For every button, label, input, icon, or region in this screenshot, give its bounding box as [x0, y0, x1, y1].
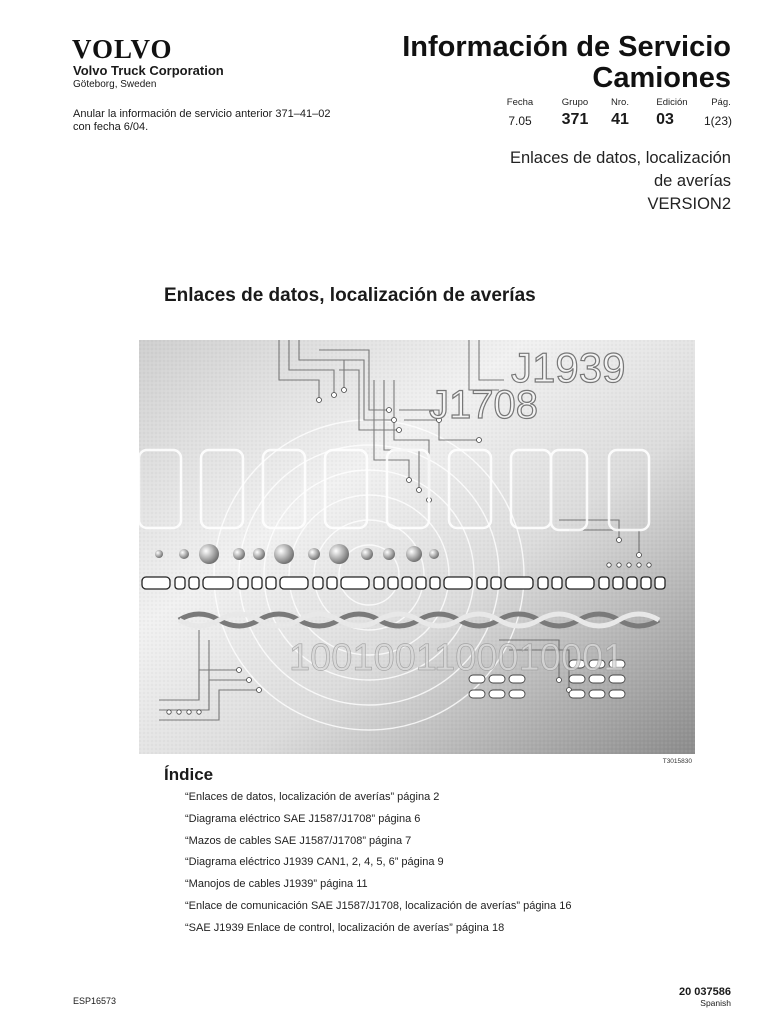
meta-value-fecha: 7.05 [508, 114, 532, 128]
data-link-illustration [139, 340, 695, 754]
index-heading: Índice [164, 765, 214, 784]
title-line-1: Información de Servicio [402, 31, 731, 63]
meta-label-fecha: Fecha [506, 97, 534, 108]
footer-code: ESP16573 [73, 996, 117, 1006]
index-item[interactable]: “Mazos de cables SAE J1587/J1708” página 7 [185, 834, 412, 847]
document-subject [510, 147, 731, 216]
illustration-code: T3015830 [662, 758, 692, 765]
subject-line-3: VERSION2 [647, 195, 731, 213]
index-list [185, 790, 571, 943]
main-heading: Enlaces de datos, localización de averías [164, 285, 536, 306]
index-item[interactable]: “SAE J1939 Enlace de control, localización de averías” página 18 [185, 921, 505, 934]
subject-line-1: Enlaces de datos, localización [509, 149, 731, 167]
document-title [402, 32, 731, 94]
volvo-logo: VOLVO [72, 34, 173, 64]
j1939-text: J1939 [511, 344, 626, 391]
index-item[interactable]: “Manojos de cables J1939” página 11 [185, 878, 368, 891]
meta-label-grupo: Grupo [561, 97, 589, 108]
document-number: 20 037586 [679, 986, 731, 998]
meta-value-nro: 41 [611, 111, 629, 128]
subject-line-2: de averías [653, 172, 731, 190]
supersede-note [73, 108, 393, 134]
document-language: Spanish [700, 998, 731, 1008]
meta-label-edicion: Edición [656, 97, 688, 108]
meta-value-grupo: 371 [561, 111, 589, 128]
index-item[interactable]: “Diagrama eléctrico SAE J1587/J1708” página 6 [185, 812, 421, 825]
index-item[interactable]: “Enlaces de datos, localización de averías” página 2 [185, 791, 440, 803]
j1708-text: J1708 [429, 383, 538, 427]
supersede-line-1: Anular la información de servicio anterior 371–41–02 [73, 108, 331, 120]
meta-label-nro: Nro. [611, 97, 629, 108]
supersede-line-2: con fecha 6/04. [73, 121, 149, 133]
index-item[interactable]: “Diagrama eléctrico J1939 CAN1, 2, 4, 5, 6” página 9 [185, 856, 444, 869]
company-name: Volvo Truck Corporation [73, 63, 224, 78]
index-item[interactable]: “Enlace de comunicación SAE J1587/J1708, localización de averías” página 16 [185, 899, 572, 912]
title-line-2: Camiones [592, 62, 731, 94]
data-blocks [142, 577, 665, 589]
company-city: Göteborg, Sweden [73, 79, 157, 90]
binary-text: 1001001100010001 [289, 637, 625, 679]
meta-label-pag: Pág. [711, 97, 731, 108]
meta-value-pag: 1(23) [703, 114, 732, 128]
meta-value-edicion: 03 [656, 111, 674, 128]
